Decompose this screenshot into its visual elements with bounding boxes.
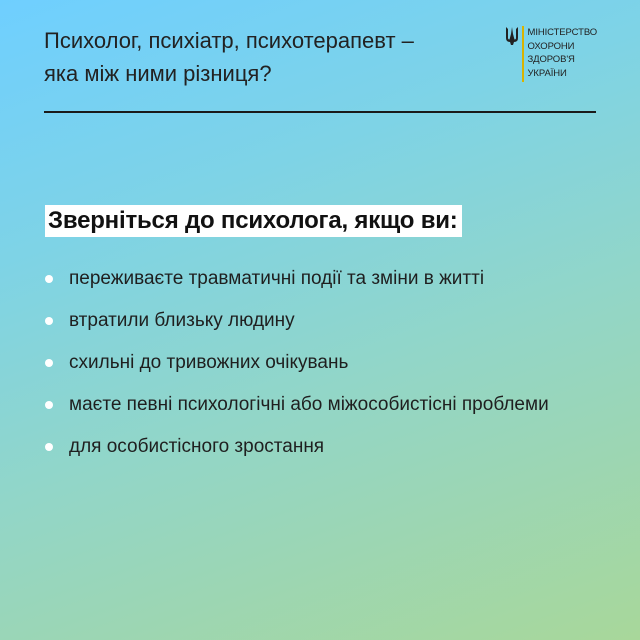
logo-accent-bar bbox=[522, 26, 524, 82]
list-item-text: втратили близьку людину bbox=[69, 310, 295, 331]
list-item bbox=[44, 390, 604, 419]
list-item bbox=[44, 306, 604, 335]
header-divider bbox=[44, 111, 596, 113]
list-item-text: переживаєте травматичні події та зміни в житті bbox=[69, 268, 485, 289]
trident-icon bbox=[505, 26, 519, 46]
bullet-dot-icon bbox=[45, 443, 53, 451]
logo-text bbox=[528, 26, 598, 80]
list-item bbox=[44, 348, 604, 377]
bullet-dot-icon bbox=[45, 401, 53, 409]
ministry-logo bbox=[505, 26, 597, 82]
logo-line-4: УКРАЇНИ bbox=[527, 67, 567, 79]
logo-line-1: МІНІСТЕРСТВО bbox=[527, 27, 598, 38]
list-item-text: для особистісного зростання bbox=[69, 436, 325, 457]
list-item bbox=[44, 432, 604, 461]
list-item-text: схильні до тривожних очікувань bbox=[69, 352, 349, 373]
logo-line-3: ЗДОРОВ'Я bbox=[527, 54, 575, 65]
page-title bbox=[44, 24, 484, 90]
logo-line-2: ОХОРОНИ bbox=[527, 40, 575, 52]
list-item-text: маєте певні психологічні або міжособистісні проблеми bbox=[69, 394, 549, 415]
bullet-dot-icon bbox=[45, 359, 53, 367]
bullet-dot-icon bbox=[45, 317, 53, 325]
section-heading: Зверніться до психолога, якщо ви: bbox=[45, 205, 462, 237]
title-line-2: яка між ними різниця? bbox=[44, 61, 272, 86]
list-item bbox=[44, 264, 604, 293]
bullet-list bbox=[44, 264, 604, 474]
title-line-1: Психолог, психіатр, психотерапевт – bbox=[44, 28, 414, 53]
bullet-dot-icon bbox=[45, 275, 53, 283]
